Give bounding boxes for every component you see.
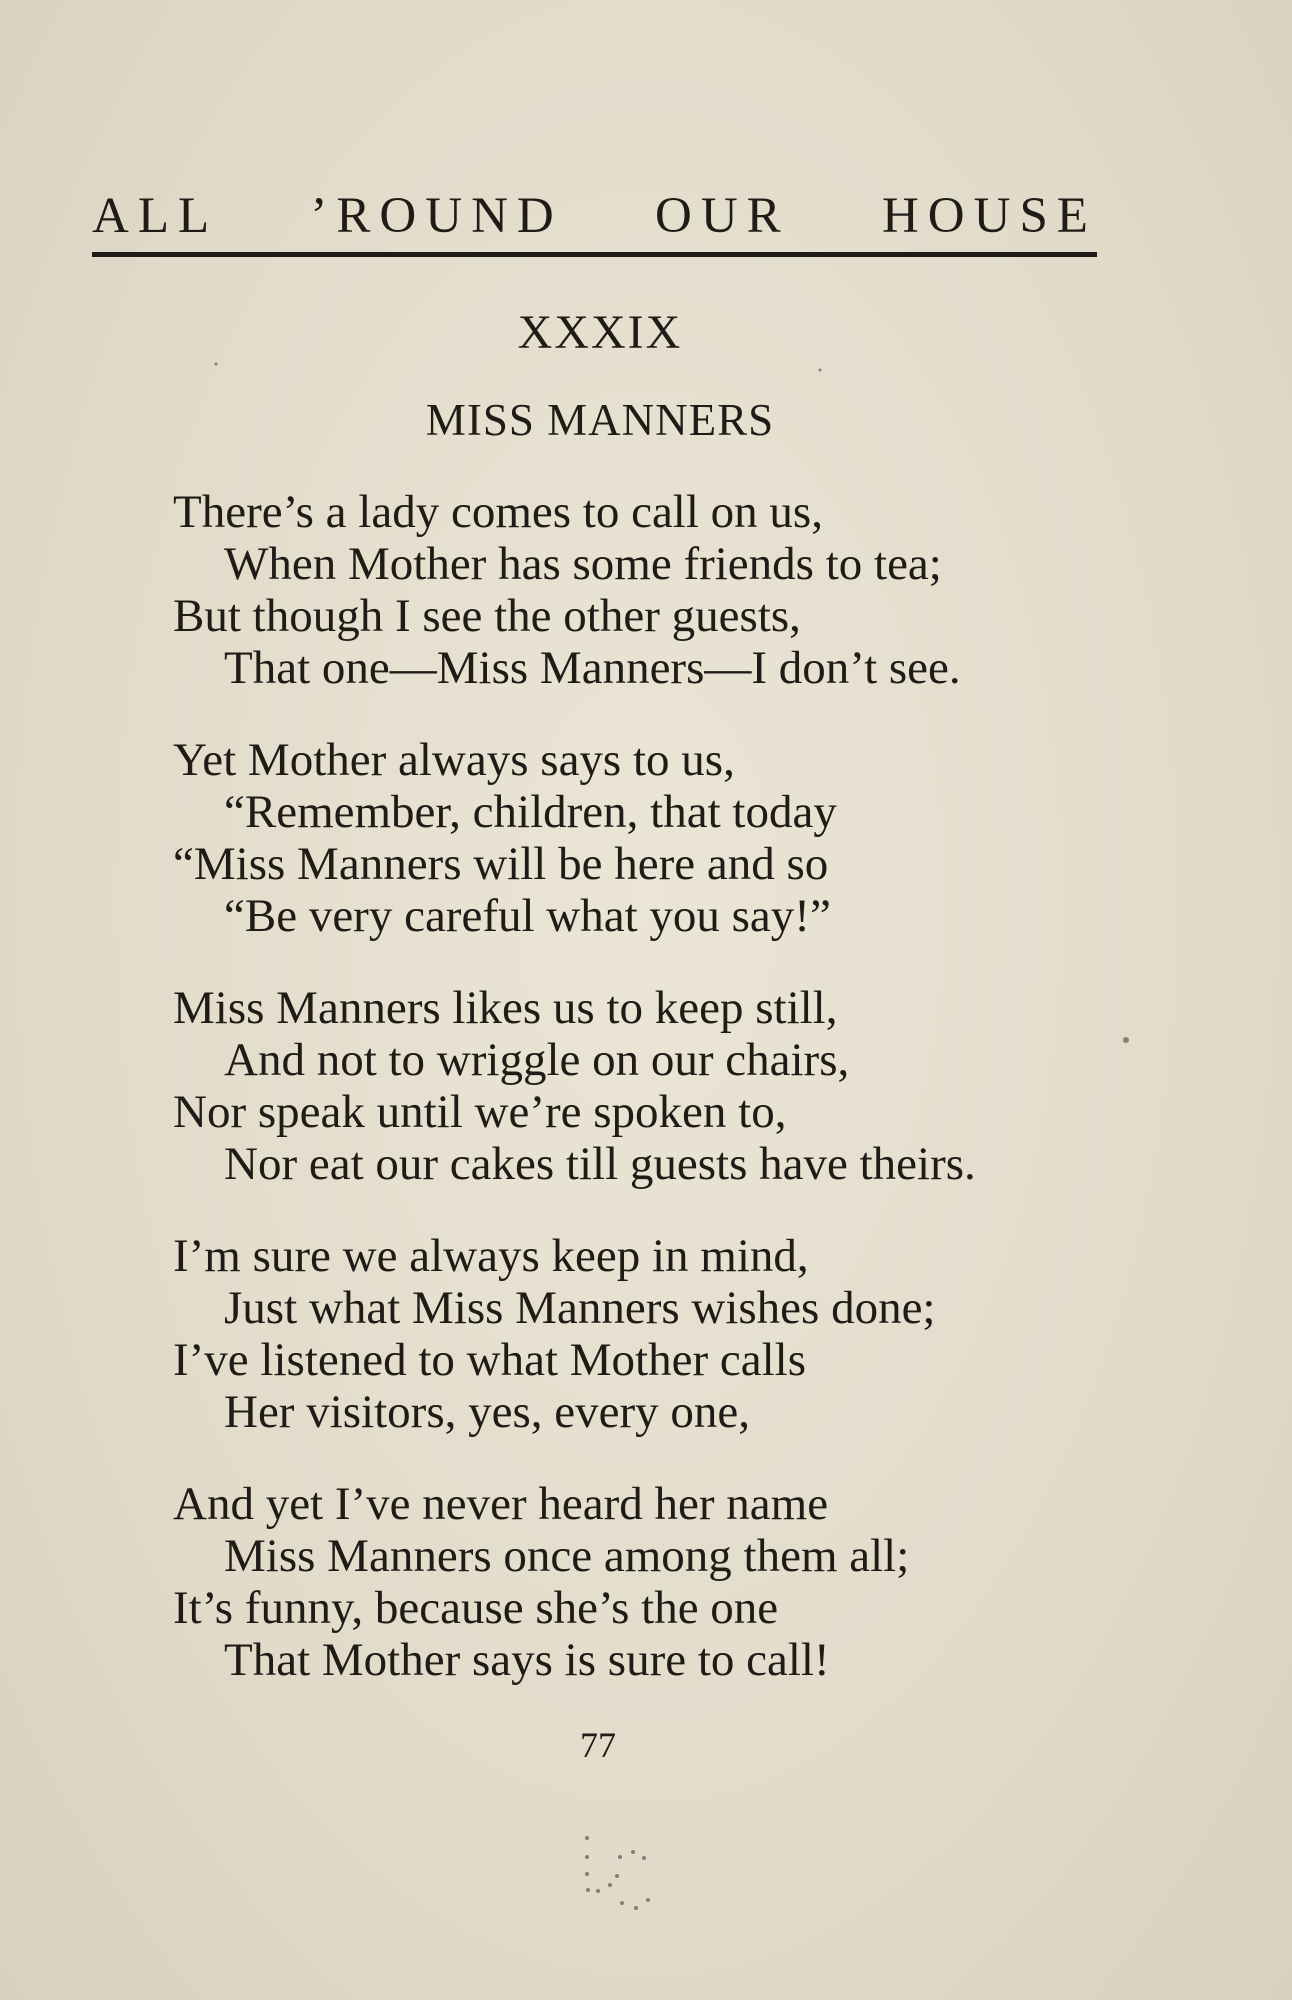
stanza [173,982,1133,1190]
poem-line: Just what Miss Manners wishes done; [224,1282,936,1334]
poem-line: “Be very careful what you say!” [224,890,831,942]
running-head [92,186,1097,246]
poem-line: Nor eat our cakes till guests have theirs. [224,1138,976,1190]
poem-line: “Miss Manners will be here and so [173,838,829,890]
poem-line: Miss Manners once among them all; [224,1530,910,1582]
stanza [173,486,1133,694]
running-head-word: OUR [655,188,790,244]
poem-line: “Remember, children, that today [224,786,837,838]
poem-line: That one—Miss Manners—I don’t see. [224,642,961,694]
poem-line: And not to wriggle on our chairs, [224,1034,850,1086]
poem-line: Nor speak until we’re spoken to, [173,1086,787,1138]
poem-line: When Mother has some friends to tea; [224,538,942,590]
poem-line: Her visitors, yes, every one, [224,1386,750,1438]
chapter-number: XXXIX [517,306,683,359]
poem-line: Yet Mother always says to us, [173,734,735,786]
poem-line: I’m sure we always keep in mind, [173,1230,809,1282]
stanza [173,1478,1133,1686]
page-number: 77 [580,1725,616,1765]
poem-line: That Mother says is sure to call! [224,1634,830,1686]
poem-line: But though I see the other guests, [173,590,801,642]
header-rule [92,252,1097,257]
poem-body [173,486,1133,1726]
poem-line: There’s a lady comes to call on us, [173,486,823,538]
poem-line: I’ve listened to what Mother calls [173,1334,807,1386]
running-head-word: HOUSE [881,188,1097,244]
poem-line: And yet I’ve never heard her name [173,1478,829,1530]
poem-line: Miss Manners likes us to keep still, [173,982,838,1034]
running-head-word: ’ROUND [310,188,563,244]
stanza [173,1230,1133,1438]
poem-title: MISS MANNERS [425,395,775,445]
running-head-word: ALL [92,188,219,244]
stanza [173,734,1133,942]
poem-line: It’s funny, because she’s the one [173,1582,779,1634]
